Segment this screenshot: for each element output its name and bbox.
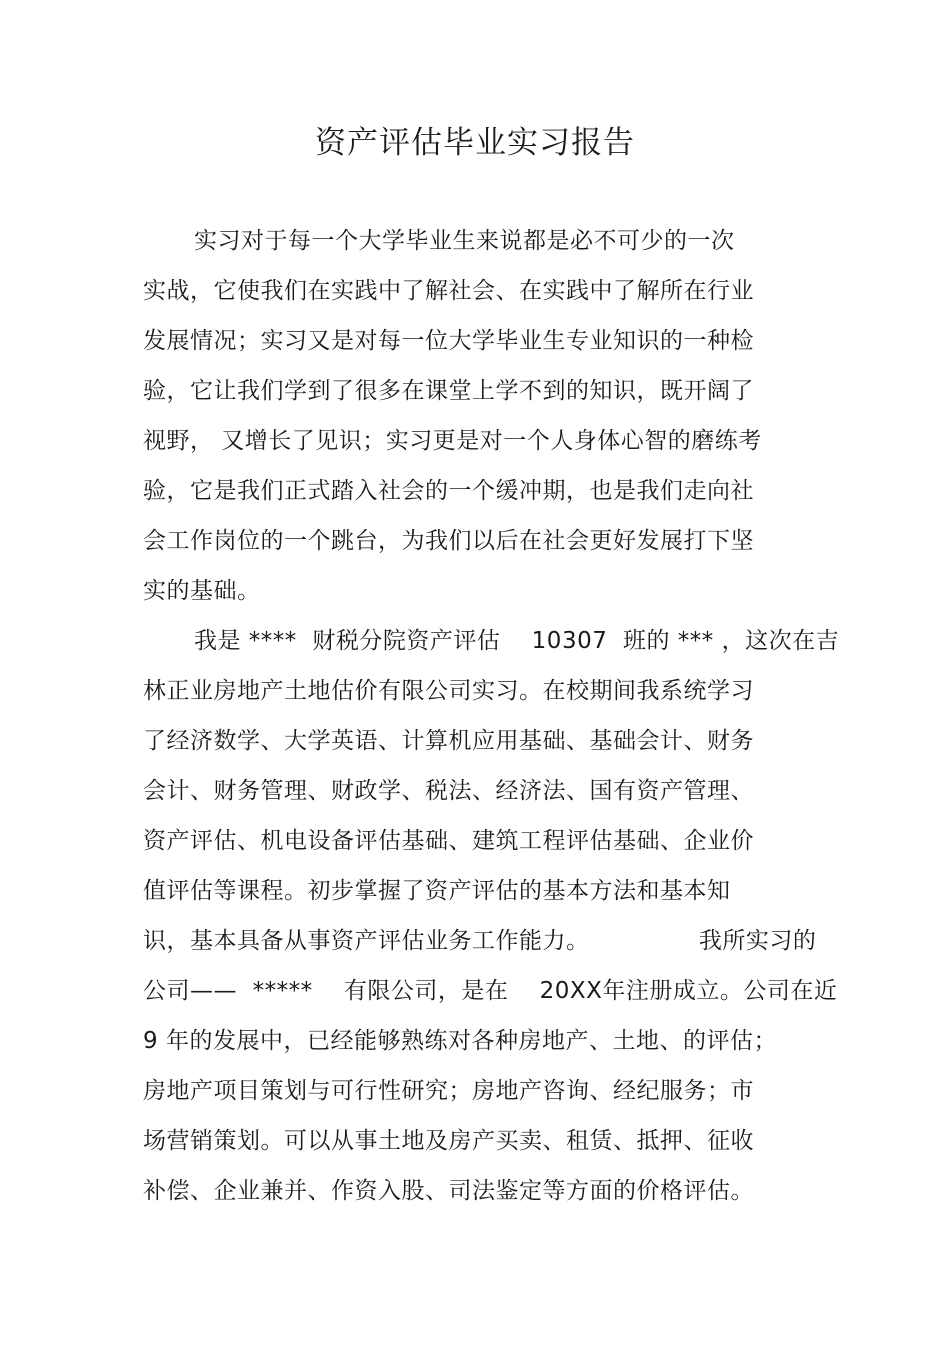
paragraph-1-line-1: 实习对于每一个大学毕业生来说都是必不可少的一次 [194, 228, 735, 254]
paragraph-2-line-2: 林正业房地产土地估价有限公司实习。在校期间我系统学习 [143, 678, 754, 704]
paragraph-1-line-8: 实的基础。 [143, 578, 261, 604]
paragraph-2-line-6: 值评估等课程。初步掌握了资产评估的基本方法和基本知 [143, 878, 731, 904]
paragraph-2-line-5: 资产评估、机电设备评估基础、建筑工程评估基础、企业价 [143, 828, 754, 854]
paragraph-1-line-7: 会工作岗位的一个跳台，为我们以后在社会更好发展打下坚 [143, 528, 754, 554]
paragraph-1-line-4: 验，它让我们学到了很多在课堂上学不到的知识，既开阔了 [143, 378, 754, 404]
paragraph-2-line-11: 场营销策划。可以从事土地及房产买卖、租赁、抵押、征收 [143, 1128, 754, 1154]
paragraph-1-line-6: 验，它是我们正式踏入社会的一个缓冲期，也是我们走向社 [143, 478, 754, 504]
paragraph-2-line-7: 识，基本具备从事资产评估业务工作能力。 我所实习的 [143, 928, 817, 954]
document-title: 资产评估毕业实习报告 [315, 125, 635, 161]
paragraph-2-line-8: 公司—— ***** 有限公司，是在 20XX年注册成立。公司在近 [143, 978, 838, 1004]
paragraph-1-line-3: 发展情况；实习又是对每一位大学毕业生专业知识的一种检 [143, 328, 754, 354]
paragraph-2-line-3: 了经济数学、大学英语、计算机应用基础、基础会计、财务 [143, 728, 754, 754]
paragraph-1-line-5: 视野， 又增长了见识；实习更是对一个人身体心智的磨练考 [143, 428, 762, 454]
paragraph-2-line-4: 会计、财务管理、财政学、税法、经济法、国有资产管理、 [143, 778, 754, 804]
paragraph-2-line-10: 房地产项目策划与可行性研究；房地产咨询、经纪服务；市 [143, 1078, 754, 1104]
paragraph-2-line-1: 我是 **** 财税分院资产评估 10307 班的 *** ，这次在吉 [194, 628, 840, 654]
paragraph-2-line-12: 补偿、企业兼并、作资入股、司法鉴定等方面的价格评估。 [143, 1178, 754, 1204]
paragraph-1-line-2: 实战，它使我们在实践中了解社会、在实践中了解所在行业 [143, 278, 754, 304]
paragraph-2-line-9: 9 年的发展中，已经能够熟练对各种房地产、土地、的评估； [143, 1028, 777, 1054]
